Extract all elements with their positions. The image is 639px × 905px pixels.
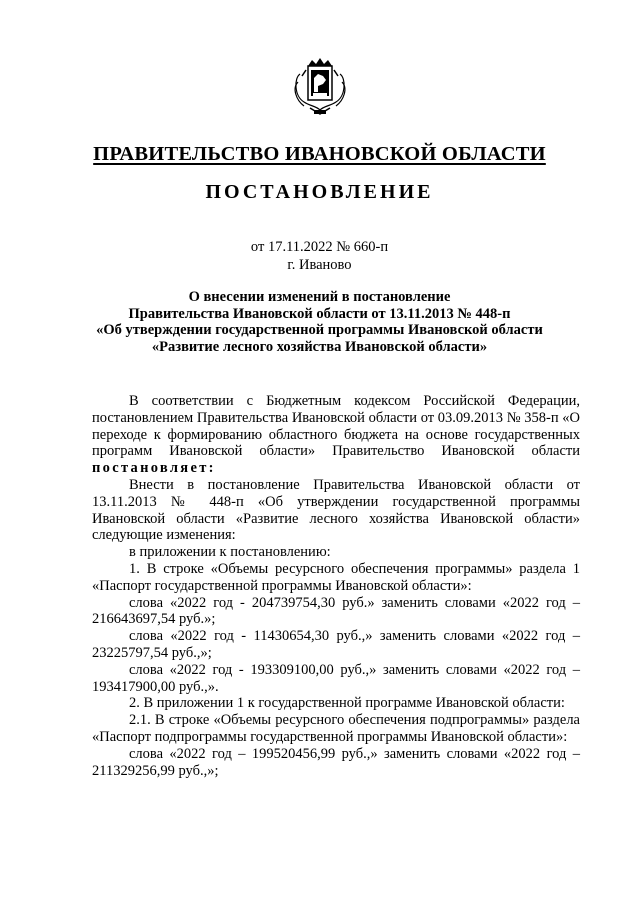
city: г. Иваново xyxy=(287,257,352,273)
date-number: от 17.11.2022 № 660-п xyxy=(250,239,389,255)
ivanovo-coat-of-arms-icon xyxy=(290,56,350,118)
paragraph: слова «2022 год – 199520456,99 руб.,» заменить словами «2022 год – 211329256,99 руб.,»; xyxy=(92,745,580,779)
paragraph: слова «2022 год - 204739754,30 руб.» заменить словами «2022 год – 216643697,54 руб.»; xyxy=(92,594,580,628)
title-line: Правительства Ивановской области от 13.11.2013 № 448-п xyxy=(128,305,511,322)
paragraph: в приложении к постановлению: xyxy=(129,544,331,561)
paragraph: слова «2022 год - 193309100,00 руб.,» заменить словами «2022 год – 193417900,00 руб.,». xyxy=(92,661,580,695)
document-type: ПОСТАНОВЛЕНИЕ xyxy=(205,181,434,203)
document-title xyxy=(80,289,559,355)
paragraph xyxy=(92,393,580,477)
document-body xyxy=(92,393,580,779)
paragraph: слова «2022 год - 11430654,30 руб.,» заменить словами «2022 год – 23225797,54 руб.,»; xyxy=(92,628,580,661)
paragraph: 2. В приложении 1 к государственной программе Ивановской области: xyxy=(129,695,565,712)
organization-name: ПРАВИТЕЛЬСТВО ИВАНОВСКОЙ ОБЛАСТИ xyxy=(93,143,546,165)
paragraph-text: В соответствии с Бюджетным кодексом Российской Федерации, постановлением Правительства Ивановской области от 03.09.2013 № 358-п «О переходе к формированию областного бюджета на основе государственных программ Ивановской области» Правительство Ивановской области xyxy=(92,393,580,460)
resolves-word: постановляет: xyxy=(92,460,216,477)
title-line: О внесении изменений в постановление xyxy=(188,289,451,305)
paragraph: 1. В строке «Объемы ресурсного обеспечения программы» раздела 1 «Паспорт государственной программы Ивановской области»: xyxy=(92,560,580,594)
paragraph: 2.1. В строке «Объемы ресурсного обеспечения подпрограммы» раздела «Паспорт подпрограммы государственной программы Ивановской области»: xyxy=(92,712,580,745)
date-and-place xyxy=(0,238,639,274)
title-line: «Об утверждении государственной программы Ивановской области xyxy=(96,322,543,338)
paragraph: Внести в постановление Правительства Ивановской области от 13.11.2013 № 448-п «Об утверждении государственной программы Ивановской области «Развитие лесного хозяйства Ивановской области» следующие изменения: xyxy=(92,476,580,544)
title-line: «Развитие лесного хозяйства Ивановской области» xyxy=(151,338,488,355)
